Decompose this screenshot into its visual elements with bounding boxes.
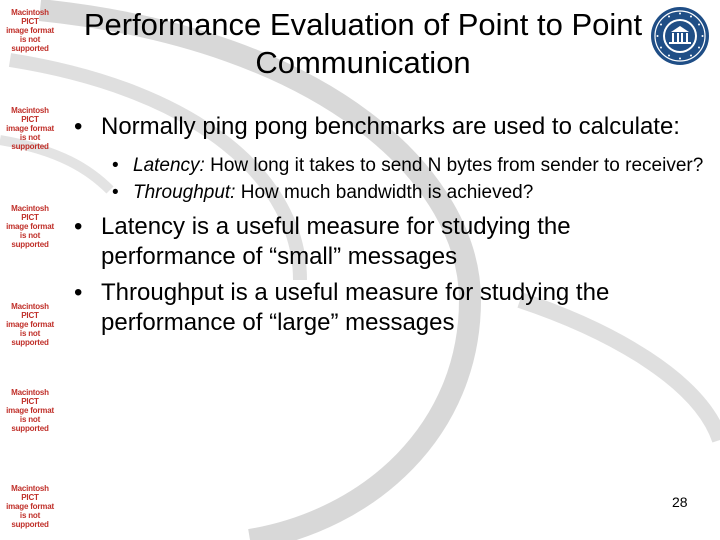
bullet-marker: • — [112, 182, 119, 203]
placeholder-text: is not supported — [11, 35, 49, 53]
bullet-item — [74, 278, 704, 338]
placeholder-text: Macintosh PICT — [11, 388, 49, 406]
bullet-marker: • — [74, 113, 83, 140]
unsupported-image-placeholder — [4, 388, 56, 433]
bullet-marker: • — [74, 279, 83, 306]
placeholder-text: Macintosh PICT — [11, 106, 49, 124]
university-seal-icon — [650, 6, 710, 66]
placeholder-text: Macintosh PICT — [11, 8, 49, 26]
unsupported-image-placeholder — [4, 484, 56, 529]
placeholder-text: Macintosh PICT — [11, 302, 49, 320]
placeholder-text: Macintosh PICT — [11, 204, 49, 222]
placeholder-text: image format — [6, 26, 54, 35]
placeholder-text: image format — [6, 406, 54, 415]
placeholder-text: image format — [6, 320, 54, 329]
placeholder-text: Macintosh PICT — [11, 484, 49, 502]
bullet-text: Throughput is a useful measure for studying the performance of “large” messages — [101, 279, 610, 336]
unsupported-image-placeholder — [4, 8, 56, 53]
sub-bullet-item — [74, 152, 704, 179]
placeholder-text: is not supported — [11, 511, 49, 529]
bullet-text: Latency is a useful measure for studying the performance of “small” messages — [101, 213, 571, 270]
placeholder-text: image format — [6, 502, 54, 511]
bullet-item — [74, 212, 704, 272]
placeholder-text: is not supported — [11, 133, 49, 151]
placeholder-text: image format — [6, 222, 54, 231]
bullet-marker: • — [112, 155, 119, 176]
bullet-item — [74, 112, 704, 142]
sub-bullet-item — [74, 179, 704, 206]
bullet-text: How much bandwidth is achieved? — [235, 182, 534, 203]
bullet-term: Throughput: — [133, 182, 236, 203]
unsupported-image-placeholder — [4, 106, 56, 151]
slide-body — [74, 112, 704, 338]
page-number: 28 — [672, 494, 688, 510]
unsupported-image-placeholder — [4, 302, 56, 347]
slide-title: Performance Evaluation of Point to Point Communication — [83, 7, 643, 80]
bullet-marker: • — [74, 213, 83, 240]
placeholder-text: is not supported — [11, 415, 49, 433]
bullet-text: Normally ping pong benchmarks are used to calculate: — [101, 113, 680, 140]
unsupported-image-placeholder — [4, 204, 56, 249]
bullet-text: How long it takes to send N bytes from sender to receiver? — [204, 155, 704, 176]
placeholder-text: image format — [6, 124, 54, 133]
bullet-term: Latency: — [133, 155, 205, 176]
placeholder-text: is not supported — [11, 231, 49, 249]
placeholder-text: is not supported — [11, 329, 49, 347]
